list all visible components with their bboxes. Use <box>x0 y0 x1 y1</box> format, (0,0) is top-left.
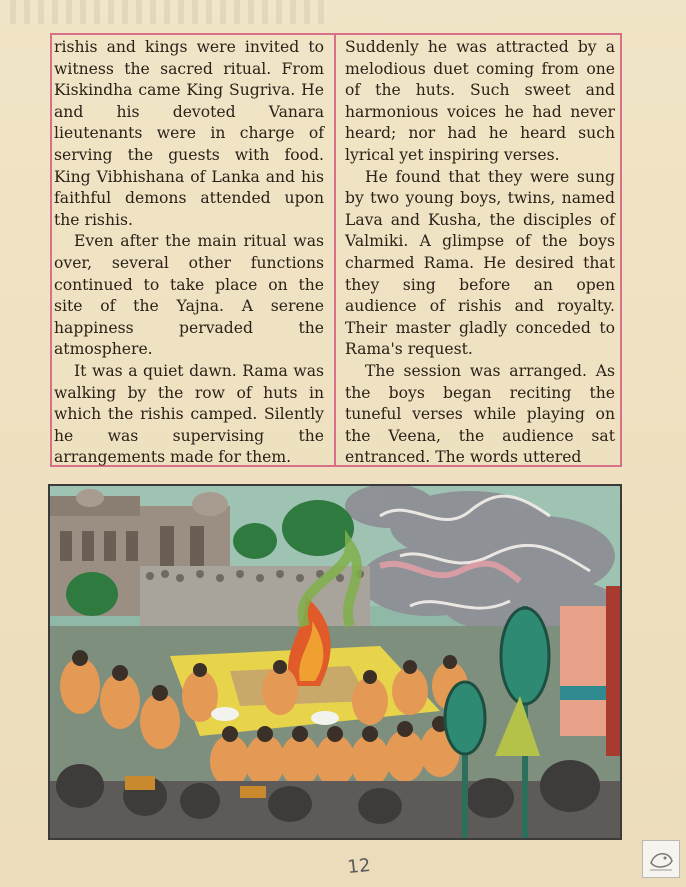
right-text-column <box>345 37 615 469</box>
right-paragraph-3: The session was arranged. As the boys began reciting the tuneful verses while playing on the Veena, the audience sat entranced. The words uttered <box>345 361 615 467</box>
page-number: 12 <box>346 854 372 879</box>
column-divider <box>334 33 336 467</box>
right-paragraph-1: Suddenly he was attracted by a melodious duet coming from one of the huts. Such sweet and harmonious voices he had never heard; nor had he heard such lyrical yet inspiring verses. <box>345 38 615 164</box>
page-stain <box>10 0 330 24</box>
left-paragraph-3: It was a quiet dawn. Rama was walking by the row of huts in which the rishis camped. Silently he was supervising the arrangements made for them. <box>54 361 324 467</box>
left-text-column <box>54 37 324 469</box>
yajna-ceremony-illustration <box>48 484 622 840</box>
left-paragraph-2: Even after the main ritual was over, several other functions continued to take place on the site of the Yajna. A serene happiness pervaded the atmosphere. <box>54 232 324 359</box>
left-paragraph-1: rishis and kings were invited to witness the sacred ritual. From Kiskindha came King Sugriva. He and his devoted Vanara lieutenants were in charge of serving the guests with food. King Vibhishana of Lanka and his faithful demons attended upon the rishis. <box>54 38 324 229</box>
right-paragraph-2: He found that they were sung by two young boys, twins, named Lava and Kusha, the disciples of Valmiki. A glimpse of the boys charmed Rama. He desired that they sing before an open audience of rishis and royalty. Their master gladly conceded to Rama's request. <box>345 167 615 359</box>
library-stamp-icon <box>642 840 680 878</box>
